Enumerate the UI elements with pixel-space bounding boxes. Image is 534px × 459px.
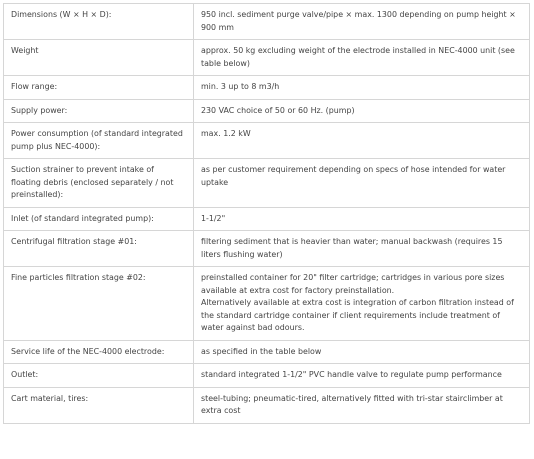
table-row [4, 76, 530, 100]
specifications-table [3, 3, 530, 424]
spec-label: Service life of the NEC-4000 electrode: [4, 340, 194, 364]
spec-value [194, 99, 530, 123]
spec-value [194, 387, 530, 423]
spec-value [194, 364, 530, 388]
spec-label: Power consumption (of standard integrated pump plus NEC-4000): [4, 123, 194, 159]
spec-value-text: steel-tubing; pneumatic-tired, alternatively fitted with tri-star stairclimber at extra cost [201, 393, 503, 415]
spec-value [194, 340, 530, 364]
spec-value-text: as per customer requirement depending on specs of hose intended for water uptake [201, 165, 506, 187]
spec-value-text: standard integrated 1-1/2" PVC handle valve to regulate pump performance [201, 370, 502, 379]
spec-value-text: max. 1.2 kW [201, 129, 251, 138]
table-row [4, 159, 530, 208]
spec-value [194, 267, 530, 341]
table-row [4, 40, 530, 76]
table-row [4, 231, 530, 267]
spec-value [194, 123, 530, 159]
spec-value-text: min. 3 up to 8 m3/h [201, 82, 280, 91]
spec-label: Fine particles filtration stage #02: [4, 267, 194, 341]
table-row [4, 267, 530, 341]
table-row [4, 123, 530, 159]
spec-label: Cart material, tires: [4, 387, 194, 423]
spec-value [194, 207, 530, 231]
spec-value-text: 950 incl. sediment purge valve/pipe × max. 1300 depending on pump height × 900 mm [201, 10, 516, 32]
spec-value [194, 231, 530, 267]
table-row [4, 99, 530, 123]
spec-value-text: 1-1/2" [201, 213, 226, 223]
spec-value [194, 76, 530, 100]
table-row [4, 364, 530, 388]
spec-value [194, 159, 530, 208]
spec-label: Outlet: [4, 364, 194, 388]
spec-label: Dimensions (W × H × D): [4, 4, 194, 40]
spec-label: Inlet (of standard integrated pump): [4, 207, 194, 231]
spec-label: Flow range: [4, 76, 194, 100]
spec-value-text: Alternatively available at extra cost is integration of carbon filtration instead of the standard cartridge container if client requirements include treatment of water against bad odours. [201, 298, 514, 332]
table-row [4, 207, 530, 231]
spec-value [194, 4, 530, 40]
table-row [4, 387, 530, 423]
spec-value-text: preinstalled container for 20" filter cartridge; cartridges in various pore sizes available at extra cost for factory preinstallation. [201, 273, 505, 295]
spec-label: Centrifugal filtration stage #01: [4, 231, 194, 267]
spec-label: Supply power: [4, 99, 194, 123]
spec-label: Weight [4, 40, 194, 76]
spec-value-text: 230 VAC choice of 50 or 60 Hz. (pump) [201, 105, 355, 115]
spec-value [194, 40, 530, 76]
table-row [4, 4, 530, 40]
spec-value-text: as specified in the table below [201, 346, 322, 356]
spec-value-text: approx. 50 kg excluding weight of the electrode installed in NEC-4000 unit (see table below) [201, 46, 515, 68]
spec-label: Suction strainer to prevent intake of floating debris (enclosed separately / not preinstalled): [4, 159, 194, 208]
table-row [4, 340, 530, 364]
spec-value-text: filtering sediment that is heavier than water; manual backwash (requires 15 liters flushing water) [201, 237, 503, 259]
